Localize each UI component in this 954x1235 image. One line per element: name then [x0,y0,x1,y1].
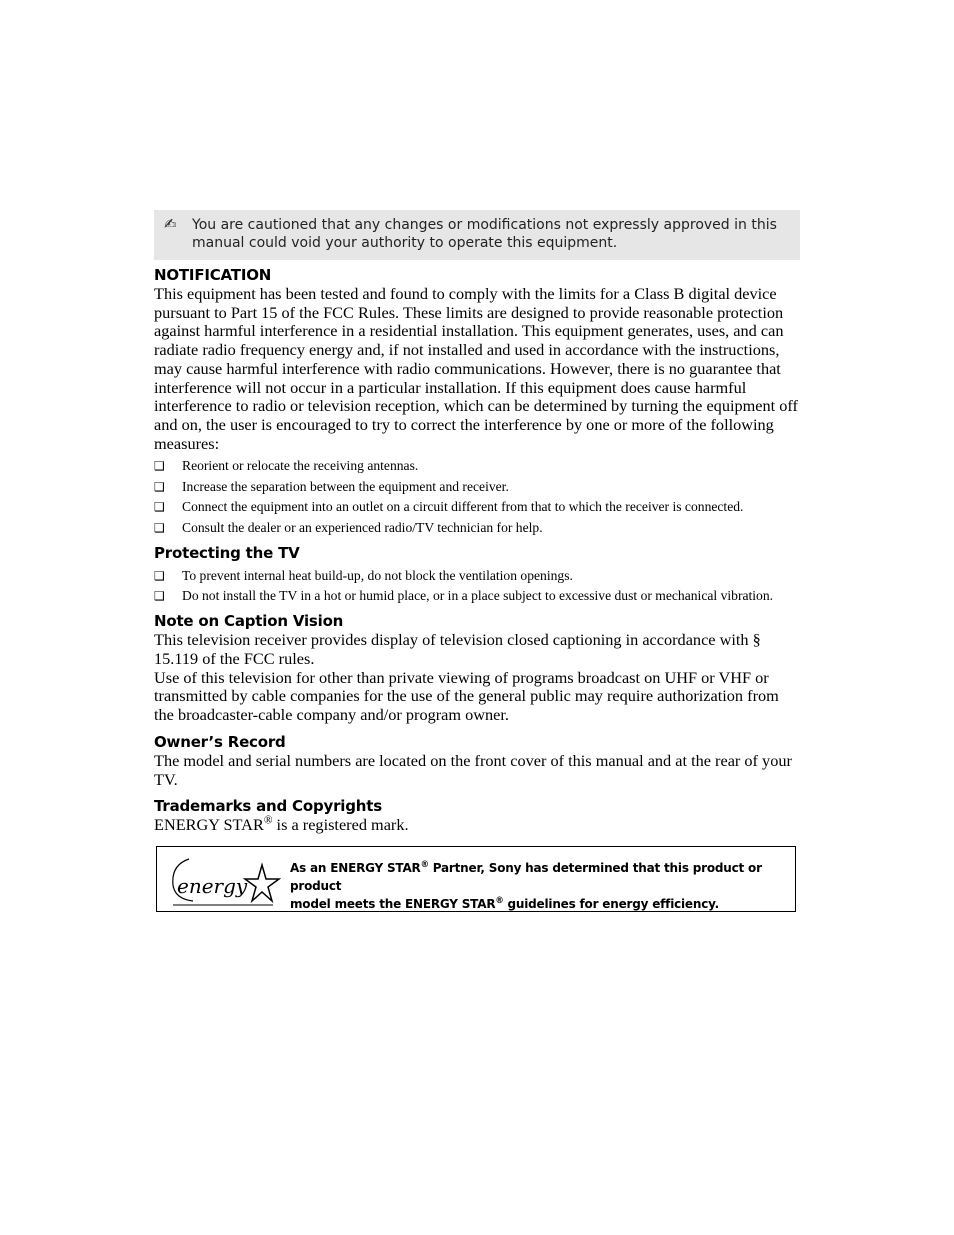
checkbox-bullet-icon: ❑ [154,479,165,494]
list-item [154,498,800,515]
energy-line-2a: model meets the ENERGY STAR [290,896,496,911]
caption-vision-para2: Use of this television for other than private viewing of programs broadcast on UHF or VHF or transmitted by cable companies for the use of the general public may require authorization from the broadcaster-cable company and/or program owner. [154,667,779,725]
protecting-bullets [154,567,800,605]
caption-vision-heading: Note on Caption Vision [154,612,344,631]
energy-line-1 [290,859,781,895]
registered-mark: ® [263,814,273,827]
trademark-suffix: is a registered mark. [272,815,409,835]
list-item-text: Consult the dealer or an experienced radio/TV technician for help. [182,519,543,535]
energy-star-statement [290,859,781,913]
trademarks-heading: Trademarks and Copyrights [154,797,382,816]
trademark-name: ENERGY STAR [154,815,264,835]
energy-logo-text: energy [177,873,248,898]
owners-record-heading: Owner’s Record [154,732,286,751]
list-item-text: Do not install the TV in a hot or humid place, or in a place subject to excessive dust or mechanical vibration. [182,588,774,604]
checkbox-bullet-icon: ❑ [154,500,165,515]
energy-star-box [156,846,796,912]
energy-line-2 [290,895,781,913]
caution-note-text: You are cautioned that any changes or modifications not expressly approved in this manual could void your authority to operate this equipment. [192,217,777,251]
list-item [154,587,800,604]
list-item [154,457,800,474]
protecting-heading: Protecting the TV [154,543,300,562]
caption-vision-para1: This television receiver provides display of television closed captioning in accordance with § 15.119 of the FCC rules. [154,630,761,669]
registered-mark: ® [420,858,429,869]
checkbox-bullet-icon: ❑ [154,568,165,583]
list-item [154,519,800,536]
energy-line-1b: Partner, Sony has determined that this product or product [290,860,762,893]
registered-mark: ® [495,894,504,905]
caution-note [154,210,800,260]
list-item-text: Reorient or relocate the receiving antennas. [182,458,419,474]
trademarks-body [154,816,800,835]
pencil-note-icon: ✍ [164,215,177,233]
energy-star-logo [169,855,281,909]
list-item-text: Increase the separation between the equipment and receiver. [182,478,509,494]
star-icon [245,865,279,901]
list-item-text: Connect the equipment into an outlet on a circuit different from that to which the receiver is connected. [182,499,744,515]
energy-line-1a: As an ENERGY STAR [290,860,421,875]
list-item [154,478,800,495]
manual-page [154,210,800,912]
notification-body: This equipment has been tested and found to comply with the limits for a Class B digital device pursuant to Part 15 of the FCC Rules. These limits are designed to provide reasonable protection against harmful interference in a residential installation. This equipment generates, uses, and can radiate radio frequency energy and, if not installed and used in accordance with the instructions, may cause harmful interference with radio communications. However, there is no guarantee that interference will not occur in a particular installation. If this equipment does cause harmful interference to radio or television reception, which can be determined by turning the equipment off and on, the user is encouraged to try to correct the interference by one or more of the following measures: [154,284,798,453]
checkbox-bullet-icon: ❑ [154,459,165,474]
list-item-text: To prevent internal heat build-up, do not block the ventilation openings. [182,567,573,583]
energy-line-2b: guidelines for energy efficiency. [503,896,720,911]
owners-record-body: The model and serial numbers are located on the front cover of this manual and at the rear of your TV. [154,750,792,789]
notification-heading: NOTIFICATION [154,266,272,284]
list-item [154,567,800,584]
notification-bullets [154,457,800,536]
checkbox-bullet-icon: ❑ [154,520,165,535]
checkbox-bullet-icon: ❑ [154,589,165,604]
